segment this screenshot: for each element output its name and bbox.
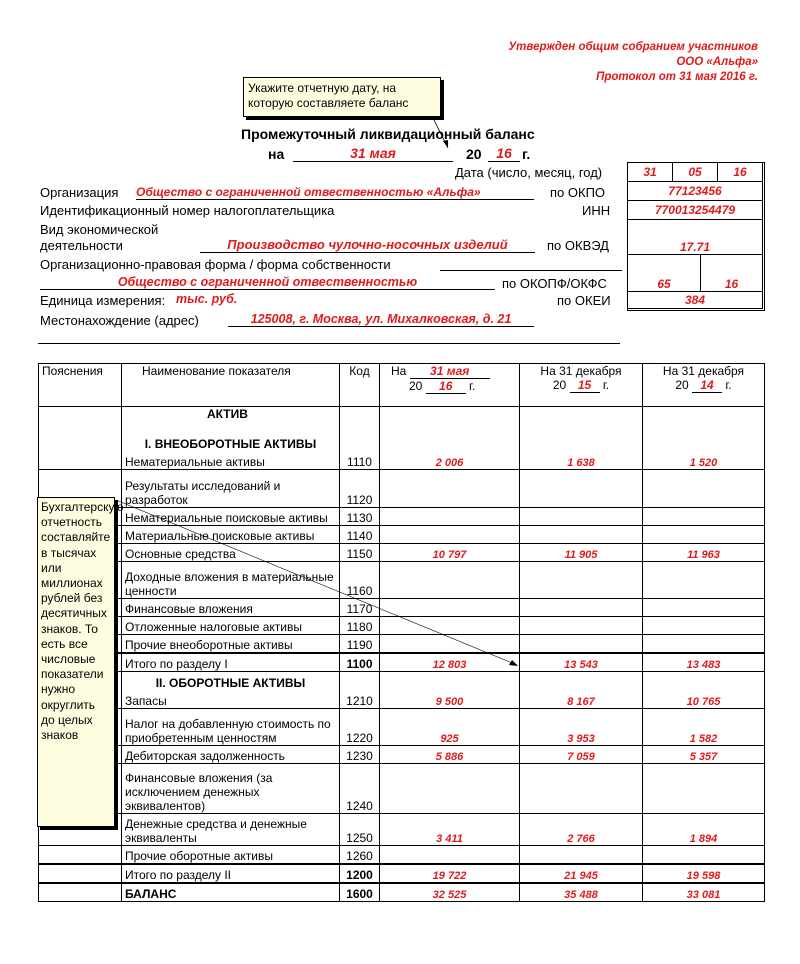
header-on: на: [268, 146, 285, 162]
row-name-cell: [122, 864, 340, 883]
row-value-current: 32 525: [380, 883, 520, 902]
row-value-prev2: 1 520: [643, 407, 765, 470]
col-dec1-20: 20: [552, 378, 567, 392]
table-row: [39, 617, 765, 635]
row-value-prev: [520, 764, 643, 814]
note-text: Укажите отчетную дату, на которую составляете баланс: [248, 81, 409, 110]
row-value-prev: 13 543: [520, 653, 643, 672]
row-value-current: [380, 508, 520, 526]
row-value-prev2: [643, 846, 765, 865]
approval-line-3: Протокол от 31 мая 2016 г.: [596, 71, 758, 83]
row-value-prev: 8 167: [520, 672, 643, 709]
code-date-month: 05: [672, 162, 718, 182]
table-row: [39, 709, 765, 746]
row-name: Прочие оборотные активы: [125, 849, 273, 863]
row-name: Основные средства: [125, 547, 236, 561]
row-notes-cell: [39, 407, 122, 470]
code-inn: 770013254479: [627, 200, 763, 220]
table-row: [39, 814, 765, 846]
row-code: 1250: [340, 814, 380, 846]
row-name: Дебиторская задолженность: [125, 749, 285, 763]
row-name: Доходные вложения в материальные ценности: [125, 570, 334, 598]
header-year: 16: [488, 145, 520, 162]
document-title: Промежуточный ликвидационный баланс: [241, 126, 535, 142]
row-code: 1150: [340, 544, 380, 562]
row-name: Нематериальные поисковые активы: [125, 511, 328, 525]
row-value-prev: 7 059: [520, 746, 643, 764]
table-row: [39, 864, 765, 883]
row-value-current: [380, 846, 520, 865]
activity-value: Производство чулочно-носочных изделий: [200, 237, 535, 253]
row-value-prev: [520, 508, 643, 526]
row-name-cell: [122, 617, 340, 635]
row-name: Отложенные налоговые активы: [125, 620, 302, 634]
col-name: Наименование показателя: [122, 364, 340, 407]
row-value-current: 2 006: [380, 407, 520, 470]
unit-label: Единица измерения:: [40, 293, 166, 308]
row-value-prev2: 13 483: [643, 653, 765, 672]
col-on: На: [391, 364, 407, 378]
row-code: 1240: [340, 764, 380, 814]
table-body: [39, 407, 765, 902]
row-value-current: 19 722: [380, 864, 520, 883]
balance-table: [38, 363, 765, 902]
row-name: Денежные средства и денежные эквиваленты: [125, 817, 307, 845]
row-value-prev2: [643, 562, 765, 599]
row-name-cell: [122, 846, 340, 865]
row-value-prev2: [643, 617, 765, 635]
row-value-prev2: [643, 599, 765, 617]
unit-value: тыс. руб.: [176, 292, 238, 306]
table-row: [39, 764, 765, 814]
row-code: 1170: [340, 599, 380, 617]
row-code: 1110: [340, 407, 380, 470]
section-heading: АКТИВ: [207, 407, 248, 421]
col-dec2-20: 20: [675, 378, 689, 392]
row-name: Запасы: [125, 694, 167, 708]
row-code: 1230: [340, 746, 380, 764]
row-name-cell: [122, 470, 340, 508]
table-row: [39, 635, 765, 654]
col-current: [380, 364, 520, 407]
row-code: 1200: [340, 864, 380, 883]
col-dec1-label: На 31 декабря: [540, 364, 622, 378]
row-value-prev2: 10 765: [643, 672, 765, 709]
row-value-prev: [520, 617, 643, 635]
row-value-prev: [520, 470, 643, 508]
row-value-current: [380, 764, 520, 814]
row-value-current: 3 411: [380, 814, 520, 846]
row-value-current: [380, 526, 520, 544]
col-on-date: 31 мая: [410, 364, 490, 379]
row-value-prev: 21 945: [520, 864, 643, 883]
row-code: 1140: [340, 526, 380, 544]
section-heading: II. ОБОРОТНЫЕ АКТИВЫ: [155, 676, 306, 690]
row-name: Финансовые вложения (за исключением денежных эквивалентов): [125, 771, 273, 813]
col-dec2-year: 14: [692, 378, 722, 393]
row-value-prev: [520, 526, 643, 544]
col-on-g: г.: [469, 379, 476, 393]
note-rounding: [37, 497, 124, 827]
col-dec2: [643, 364, 765, 407]
row-value-prev2: [643, 635, 765, 654]
row-name-cell: [122, 526, 340, 544]
row-code: 1260: [340, 846, 380, 865]
row-name-cell: [122, 407, 340, 470]
address-label: Местонахождение (адрес): [40, 313, 199, 328]
table-row: [39, 672, 765, 709]
code-date-year: 16: [717, 162, 763, 182]
address-underline: [38, 343, 620, 344]
row-value-prev2: 1 894: [643, 814, 765, 846]
row-name-cell: [122, 672, 340, 709]
row-name-cell: [122, 746, 340, 764]
table-row: [39, 470, 765, 508]
code-okopf: 65: [627, 254, 701, 292]
row-value-prev: 2 766: [520, 814, 643, 846]
header-year-suffix: г.: [522, 146, 531, 162]
row-value-current: 5 886: [380, 746, 520, 764]
row-value-current: [380, 470, 520, 508]
col-dec1: [520, 364, 643, 407]
row-name-cell: [122, 883, 340, 902]
col-dec2-label: На 31 декабря: [662, 364, 745, 378]
activity-label-2: деятельности: [40, 238, 123, 253]
row-name: Итого по разделу II: [125, 868, 232, 882]
row-code: 1220: [340, 709, 380, 746]
row-code: 1100: [340, 653, 380, 672]
row-name-cell: [122, 814, 340, 846]
col-code: Код: [340, 364, 380, 407]
row-value-current: [380, 617, 520, 635]
row-code: 1600: [340, 883, 380, 902]
table-row: [39, 883, 765, 902]
row-code: 1210: [340, 672, 380, 709]
row-value-prev2: [643, 508, 765, 526]
row-code: 1180: [340, 617, 380, 635]
approval-line-1: Утвержден общим собранием участников: [508, 41, 758, 53]
row-value-current: 10 797: [380, 544, 520, 562]
row-name: Нематериальные активы: [125, 455, 265, 469]
row-name: Прочие внеоборотные активы: [125, 638, 293, 652]
table-row: [39, 544, 765, 562]
row-value-current: [380, 562, 520, 599]
okved-label: по ОКВЭД: [547, 238, 609, 253]
row-value-prev2: 5 357: [643, 746, 765, 764]
form-value: Общество с ограниченной отвественностью: [40, 275, 495, 290]
org-value: Общество с ограниченной отвественностью «Альфа»: [136, 185, 534, 200]
row-name-cell: [122, 508, 340, 526]
code-okved: 17.71: [679, 240, 711, 254]
row-name-cell: [122, 635, 340, 654]
table-row: [39, 562, 765, 599]
row-value-prev: [520, 846, 643, 865]
row-notes-cell: [39, 864, 122, 883]
table-row: [39, 746, 765, 764]
row-name: Финансовые вложения: [125, 602, 253, 616]
code-okved-cell: [627, 219, 763, 255]
row-value-current: 12 803: [380, 653, 520, 672]
row-code: 1120: [340, 470, 380, 508]
table-row: [39, 599, 765, 617]
row-value-prev: 35 488: [520, 883, 643, 902]
approval-line-2: ООО «Альфа»: [676, 56, 758, 68]
row-value-current: 925: [380, 709, 520, 746]
row-name-cell: [122, 709, 340, 746]
col-on-year: 16: [426, 379, 466, 394]
row-notes-cell: [39, 846, 122, 865]
row-name: Материальные поисковые активы: [125, 529, 315, 543]
row-name-cell: [122, 562, 340, 599]
row-code: 1130: [340, 508, 380, 526]
row-name-cell: [122, 653, 340, 672]
row-value-prev: [520, 562, 643, 599]
header-date: 31 мая: [293, 145, 453, 162]
row-value-prev2: 1 582: [643, 709, 765, 746]
row-value-current: [380, 599, 520, 617]
row-name-cell: [122, 764, 340, 814]
row-value-prev2: [643, 470, 765, 508]
side-note-text: Бухгалтерскую отчетность составляйте в тысячах или миллионах рублей без десятичных знаков. То есть все числовые показатели нужно округлить до целых знаков: [41, 500, 124, 743]
org-label: Организация: [40, 185, 119, 200]
form-label: Организационно-правовая форма / форма собственности: [40, 257, 391, 272]
col-notes: Пояснения: [39, 364, 122, 407]
row-value-prev: [520, 635, 643, 654]
col-dec2-g: г.: [725, 378, 732, 392]
row-value-prev: 1 638: [520, 407, 643, 470]
code-okfs: 16: [700, 254, 763, 292]
okopf-label: по ОКОПФ/ОКФС: [502, 276, 607, 291]
row-name: БАЛАНС: [125, 887, 177, 901]
row-code: 1190: [340, 635, 380, 654]
row-value-prev2: [643, 764, 765, 814]
code-date-day: 31: [627, 162, 673, 182]
form-underline: [440, 270, 622, 271]
code-okpo: 77123456: [627, 181, 763, 201]
row-name: Итого по разделу I: [125, 657, 228, 671]
row-value-prev2: 33 081: [643, 883, 765, 902]
row-value-current: [380, 635, 520, 654]
code-okei: 384: [627, 291, 763, 309]
row-value-prev: [520, 599, 643, 617]
table-row: [39, 508, 765, 526]
inn-label: ИНН: [582, 203, 611, 218]
row-value-current: 9 500: [380, 672, 520, 709]
row-value-prev2: 11 963: [643, 544, 765, 562]
section-heading: I. ВНЕОБОРОТНЫЕ АКТИВЫ: [144, 437, 317, 451]
row-name-cell: [122, 544, 340, 562]
row-name-cell: [122, 599, 340, 617]
row-name: Налог на добавленную стоимость по приобретенным ценностям: [125, 717, 331, 745]
table-row: [39, 653, 765, 672]
header-year-prefix: 20: [466, 146, 482, 162]
row-value-prev: 11 905: [520, 544, 643, 562]
table-row: [39, 846, 765, 865]
row-value-prev2: [643, 526, 765, 544]
row-notes-cell: [39, 883, 122, 902]
row-value-prev: 3 953: [520, 709, 643, 746]
okpo-label: по ОКПО: [550, 185, 606, 200]
row-value-prev2: 19 598: [643, 864, 765, 883]
activity-label-1: Вид экономической: [40, 222, 159, 237]
date-label: Дата (число, месяц, год): [455, 165, 603, 180]
row-name: Результаты исследований и разработок: [125, 479, 281, 507]
table-row: [39, 526, 765, 544]
col-dec1-year: 15: [570, 378, 600, 393]
address-value: 125008, г. Москва, ул. Михалковская, д. 21: [228, 312, 534, 327]
col-on-20: 20: [409, 379, 423, 393]
col-dec1-g: г.: [602, 378, 610, 392]
row-code: 1160: [340, 562, 380, 599]
inn-full-label: Идентификационный номер налогоплательщика: [40, 203, 335, 218]
table-header-row: [39, 364, 765, 407]
okei-label: по ОКЕИ: [557, 293, 611, 308]
table-row: [39, 407, 765, 470]
